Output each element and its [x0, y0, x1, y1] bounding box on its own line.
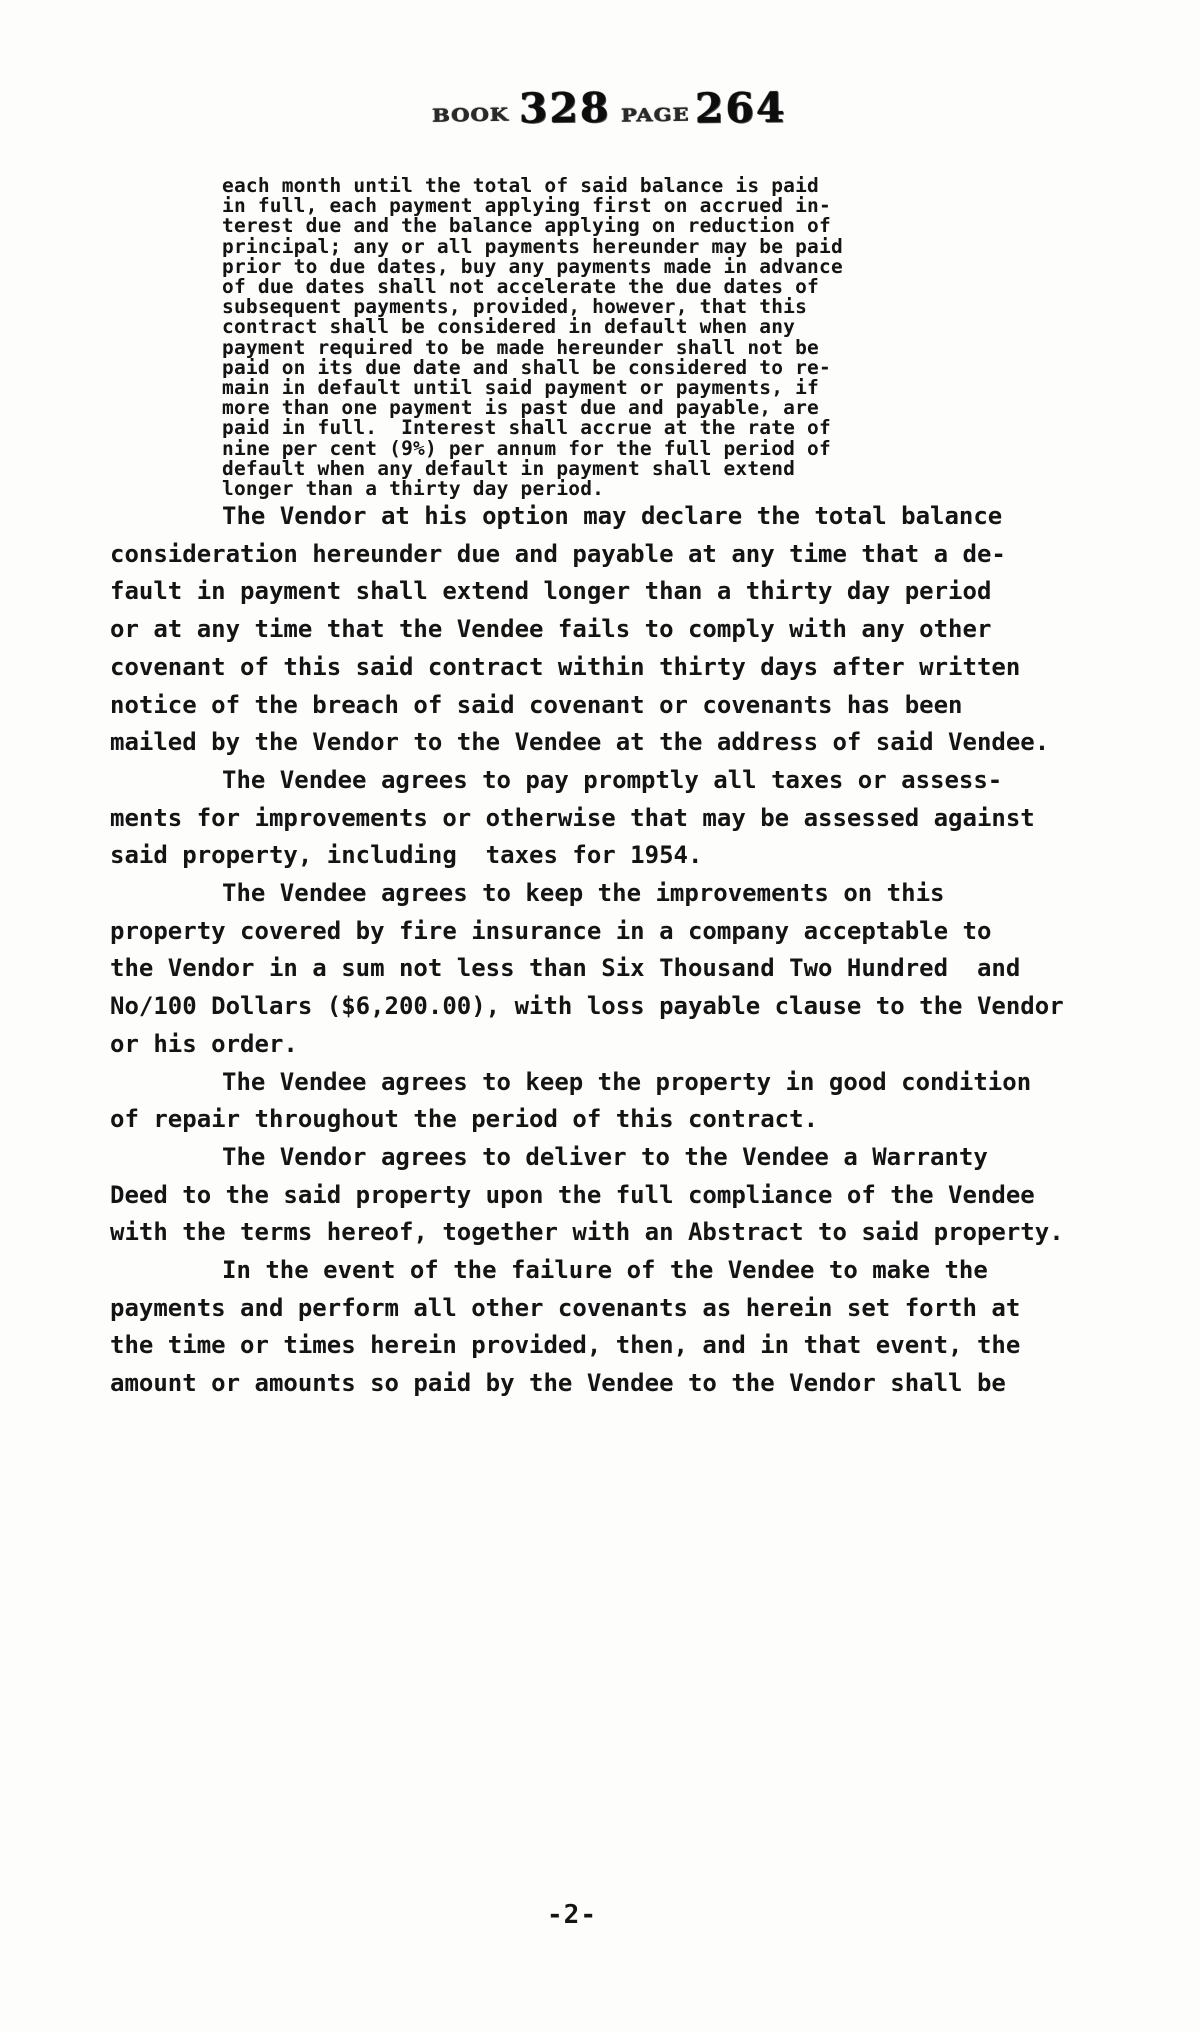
body-line: The Vendee agrees to keep the property in good condition	[222, 1067, 1032, 1096]
contract-body	[110, 498, 1130, 1403]
body-line: of repair throughout the period of this contract.	[110, 1105, 819, 1134]
paragraph-warranty-deed	[110, 1139, 1130, 1252]
body-line: No/100 Dollars ($6,200.00), with loss payable clause to the Vendor	[110, 992, 1064, 1021]
paragraph-failure-event	[110, 1252, 1130, 1403]
body-line: In the event of the failure of the Vendee to make the	[222, 1256, 988, 1285]
clause-line: principal; any or all payments hereunder may be paid	[222, 234, 843, 258]
body-line: mailed by the Vendor to the Vendee at the address of said Vendee.	[110, 728, 1050, 757]
body-line: fault in payment shall extend longer than a thirty day period	[110, 577, 992, 606]
paragraph-fire-insurance	[110, 875, 1130, 1064]
clause-line: contract shall be considered in default when any	[222, 315, 796, 339]
body-line: or at any time that the Vendee fails to comply with any other	[110, 615, 992, 644]
paragraph-good-condition	[110, 1064, 1130, 1139]
page-label: PAGE	[620, 103, 690, 126]
body-line: The Vendee agrees to pay promptly all taxes or assess-	[222, 765, 1003, 794]
body-line: notice of the breach of said covenant or covenants has been	[110, 690, 963, 719]
body-line: or his order.	[110, 1029, 298, 1058]
body-line: Deed to the said property upon the full compliance of the Vendee	[110, 1180, 1035, 1209]
book-label: BOOK	[431, 103, 510, 126]
clause-line: default when any default in payment shall extend	[222, 456, 796, 480]
clause-line: of due dates shall not accelerate the due dates of	[222, 275, 819, 299]
body-line: amount or amounts so paid by the Vendee to the Vendor shall be	[110, 1369, 1006, 1398]
clause-line: prior to due dates, buy any payments made in advance	[222, 254, 843, 278]
book-page-stamp	[432, 84, 787, 132]
clause-line: paid in full. Interest shall accrue at the rate of	[222, 416, 831, 440]
body-line: The Vendee agrees to keep the improvements on this	[222, 879, 945, 908]
clause-line: main in default until said payment or payments, if	[222, 376, 819, 400]
body-line: The Vendor agrees to deliver to the Vendee a Warranty	[222, 1142, 988, 1171]
body-line: The Vendor at his option may declare the total balance	[222, 502, 1003, 530]
body-line: the Vendor in a sum not less than Six Thousand Two Hundred and	[110, 954, 1021, 983]
paragraph-vendor-option	[110, 498, 1130, 762]
body-line: ments for improvements or otherwise that may be assessed against	[110, 803, 1035, 832]
paragraph-taxes	[110, 762, 1130, 875]
body-line: payments and perform all other covenants as herein set forth at	[110, 1293, 1021, 1322]
clause-line: paid on its due date and shall be considered to re-	[222, 355, 831, 379]
clause-line: longer than a thirty day period.	[222, 477, 605, 501]
body-line: with the terms hereof, together with an Abstract to said property.	[110, 1218, 1064, 1247]
book-number: 328	[518, 83, 611, 133]
page-footer	[0, 1900, 1200, 1930]
body-line: property covered by fire insurance in a company acceptable to	[110, 916, 992, 945]
clause-line: terest due and the balance applying on reduction of	[222, 214, 831, 238]
clause-line: subsequent payments, provided, however, that this	[222, 295, 808, 319]
clause-line: in full, each payment applying first on accrued in-	[222, 194, 831, 218]
clause-line: more than one payment is past due and payable, are	[222, 396, 819, 420]
body-line: said property, including taxes for 1954.	[110, 841, 703, 870]
clause-line: payment required to be made hereunder shall not be	[222, 335, 819, 359]
clause-line: nine per cent (9%) per annum for the full period of	[222, 436, 831, 460]
page-number-footer: -2-	[547, 1900, 597, 1930]
body-line: consideration hereunder due and payable at any time that a de-	[110, 539, 1006, 568]
body-line: covenant of this said contract within thirty days after written	[110, 652, 1021, 681]
body-line: the time or times herein provided, then, and in that event, the	[110, 1331, 1021, 1360]
page-number: 264	[694, 83, 787, 133]
indented-clause-block	[222, 176, 843, 499]
clause-line: each month until the total of said balance is paid	[222, 174, 819, 197]
